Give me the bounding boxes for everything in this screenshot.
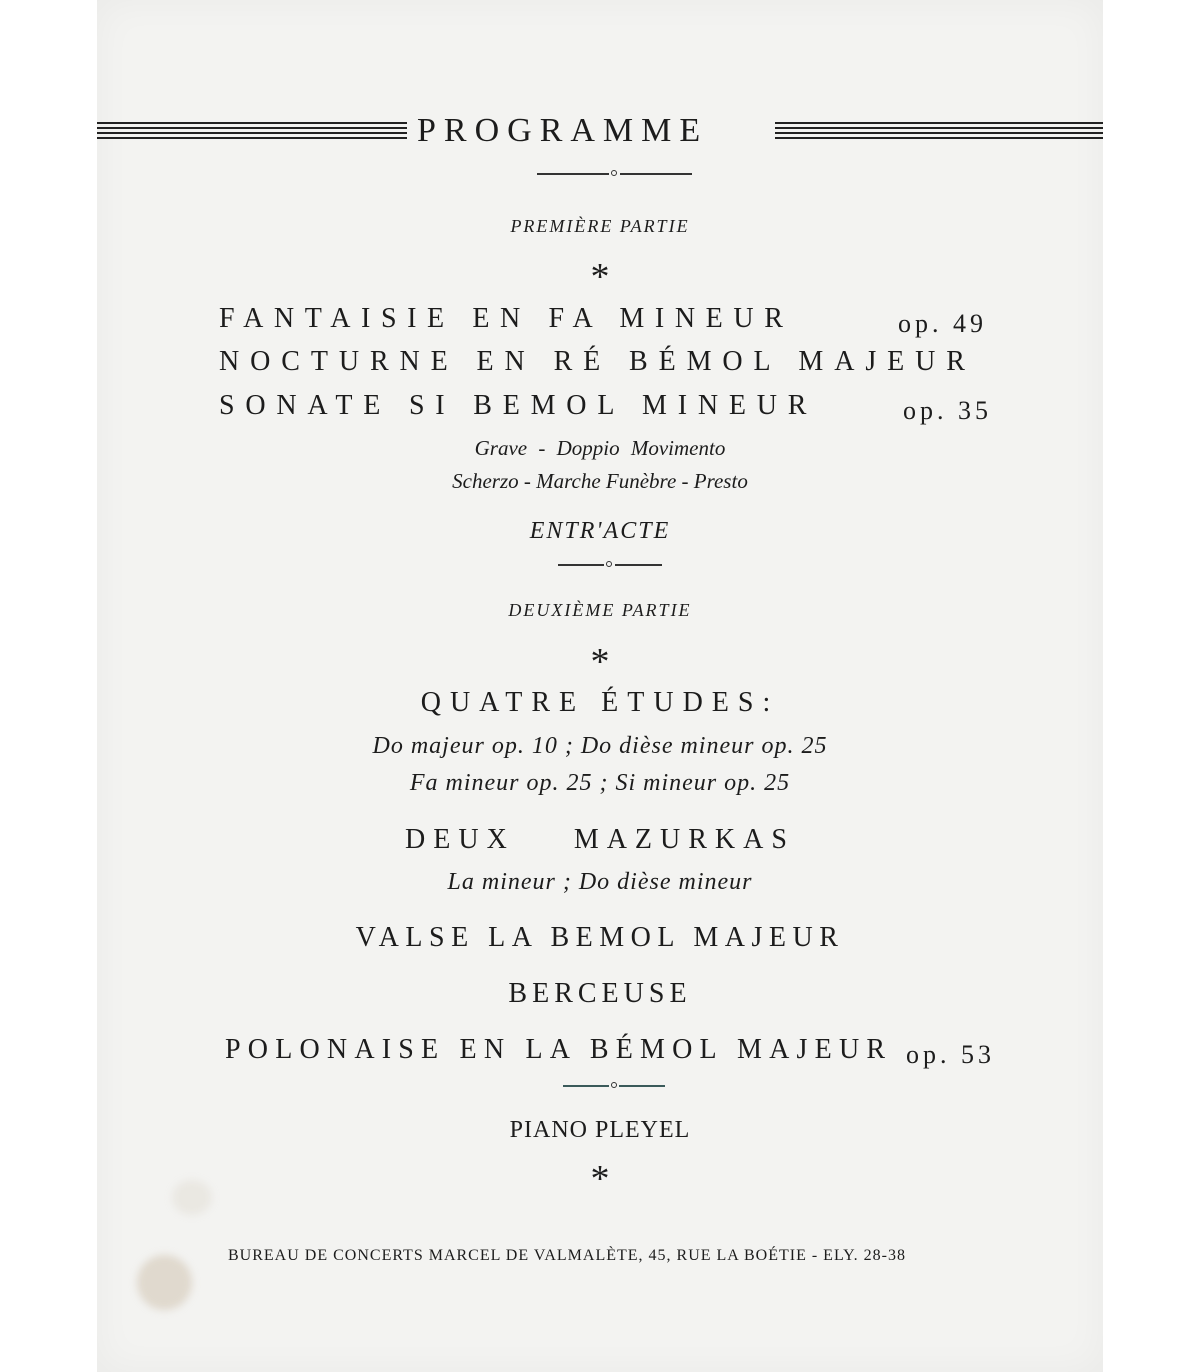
work-fantaisie: FANTAISIE EN FA MINEUR bbox=[219, 303, 794, 334]
left-rule-lines bbox=[97, 122, 407, 142]
intermission: ENTR'ACTE bbox=[529, 518, 671, 544]
title-row bbox=[97, 112, 1103, 152]
star-ornament: * bbox=[590, 256, 610, 298]
opus-sonate: op. 35 bbox=[903, 396, 992, 425]
berceuse: BERCEUSE bbox=[508, 978, 692, 1009]
mazurkas-detail: La mineur ; Do dièse mineur bbox=[447, 869, 753, 895]
ornament-divider bbox=[558, 560, 662, 570]
right-rule-lines bbox=[775, 122, 1103, 142]
paper-stain bbox=[137, 1255, 192, 1310]
etudes-detail-line-2: Fa mineur op. 25 ; Si mineur op. 25 bbox=[409, 770, 791, 796]
part-one-heading: PREMIÈRE PARTIE bbox=[510, 216, 690, 236]
polonaise: POLONAISE EN LA BÉMOL MAJEUR bbox=[225, 1034, 893, 1065]
sonata-movements-line-1: Grave - Doppio Movimento bbox=[474, 436, 726, 460]
star-ornament: * bbox=[590, 1158, 610, 1200]
etudes-detail-line-1: Do majeur op. 10 ; Do dièse mineur op. 25 bbox=[372, 733, 828, 759]
work-nocturne: NOCTURNE EN RÉ BÉMOL MAJEUR bbox=[219, 346, 976, 377]
work-sonate: SONATE SI BEMOL MINEUR bbox=[219, 390, 818, 421]
valse: VALSE LA BEMOL MAJEUR bbox=[355, 922, 845, 953]
sonata-movements-line-2: Scherzo - Marche Funèbre - Presto bbox=[452, 469, 748, 493]
part-two-heading: DEUXIÈME PARTIE bbox=[508, 600, 692, 620]
star-ornament: * bbox=[590, 641, 610, 683]
opus-fantaisie: op. 49 bbox=[898, 309, 987, 338]
ornament-divider bbox=[563, 1081, 665, 1091]
etudes-title: QUATRE ÉTUDES: bbox=[420, 687, 780, 718]
piano-credit: PIANO PLEYEL bbox=[509, 1117, 691, 1143]
opus-polonaise: op. 53 bbox=[906, 1040, 995, 1069]
ornament-divider bbox=[537, 169, 692, 179]
page-title: PROGRAMME bbox=[417, 112, 709, 149]
mazurkas-title: DEUX MAZURKAS bbox=[405, 824, 795, 855]
footer-address: BUREAU DE CONCERTS MARCEL DE VALMALÈTE, 45, RUE LA BOÉTIE - ELY. 28-38 bbox=[228, 1247, 906, 1264]
